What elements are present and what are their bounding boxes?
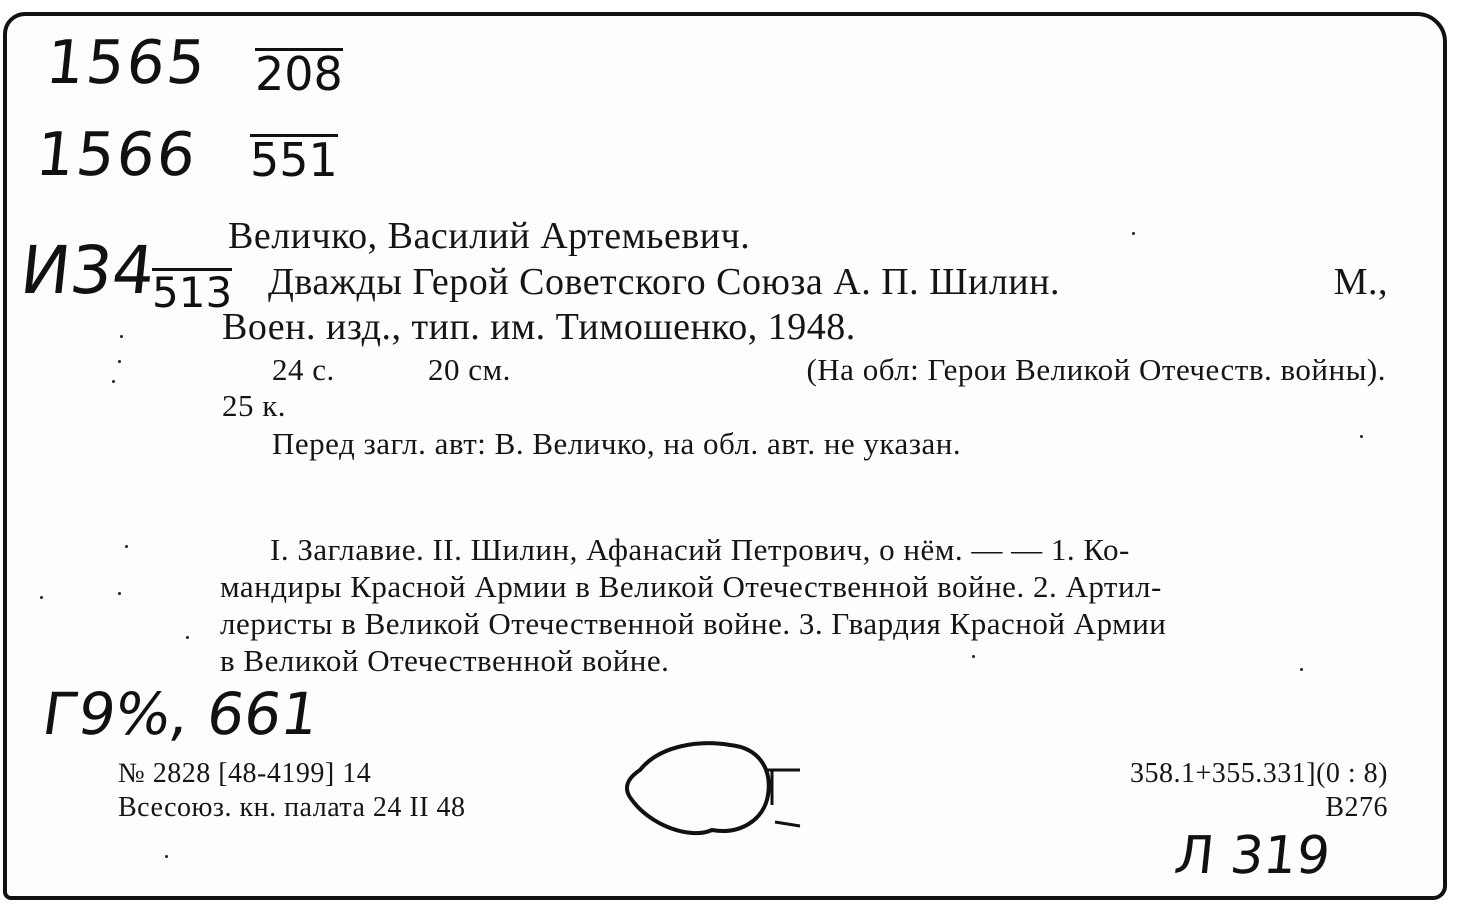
classification-code: 358.1+355.331](0 : 8) bbox=[1129, 758, 1388, 789]
author-name: Величко, Василий Артемьевич. bbox=[228, 215, 751, 257]
call-number-1-sub: 208 bbox=[255, 47, 343, 101]
series-note: (На обл: Герои Великой Отечеств. войны). bbox=[806, 352, 1386, 387]
card-number: № 2828 [48-4199] 14 bbox=[118, 758, 372, 789]
inventory-number: Л 319 bbox=[1171, 826, 1333, 886]
tracing-line-1: I. Заглавие. II. Шилин, Афанасий Петрович, о нём. — — 1. Ко- bbox=[270, 532, 1130, 567]
tracing-line-4: в Великой Отечественной войне. bbox=[220, 643, 670, 678]
publisher-line: Воен. изд., тип. им. Тимошенко, 1948. bbox=[222, 306, 856, 348]
size: 20 см. bbox=[428, 352, 511, 387]
call-number-2-sub: 551 bbox=[250, 133, 338, 187]
shelf-code: Г9%, 661 bbox=[38, 680, 323, 748]
bracket-mark bbox=[766, 770, 800, 826]
punched-hole-outline bbox=[627, 743, 769, 833]
book-title: Дважды Герой Советского Союза А. П. Шилин. bbox=[268, 261, 1060, 303]
tracing-line-2: мандиры Красной Армии в Великой Отечественной войне. 2. Артил- bbox=[220, 569, 1162, 604]
author-note: Перед загл. авт: В. Величко, на обл. авт. не указан. bbox=[272, 426, 962, 461]
price: 25 к. bbox=[222, 388, 287, 423]
publication-place: М., bbox=[1333, 261, 1388, 303]
call-number-1-main: 1565 bbox=[42, 28, 211, 98]
author-mark: И34 bbox=[16, 232, 159, 309]
tracing-line-3: леристы в Великой Отечественной войне. 3. Гвардия Красной Армии bbox=[220, 606, 1167, 641]
author-code: В276 bbox=[1325, 792, 1388, 823]
call-number-2-main: 1566 bbox=[32, 120, 201, 190]
pages: 24 с. bbox=[272, 352, 335, 387]
author-mark-sub: 513 bbox=[152, 268, 233, 317]
book-chamber-stamp: Всесоюз. кн. палата 24 II 48 bbox=[118, 792, 466, 823]
